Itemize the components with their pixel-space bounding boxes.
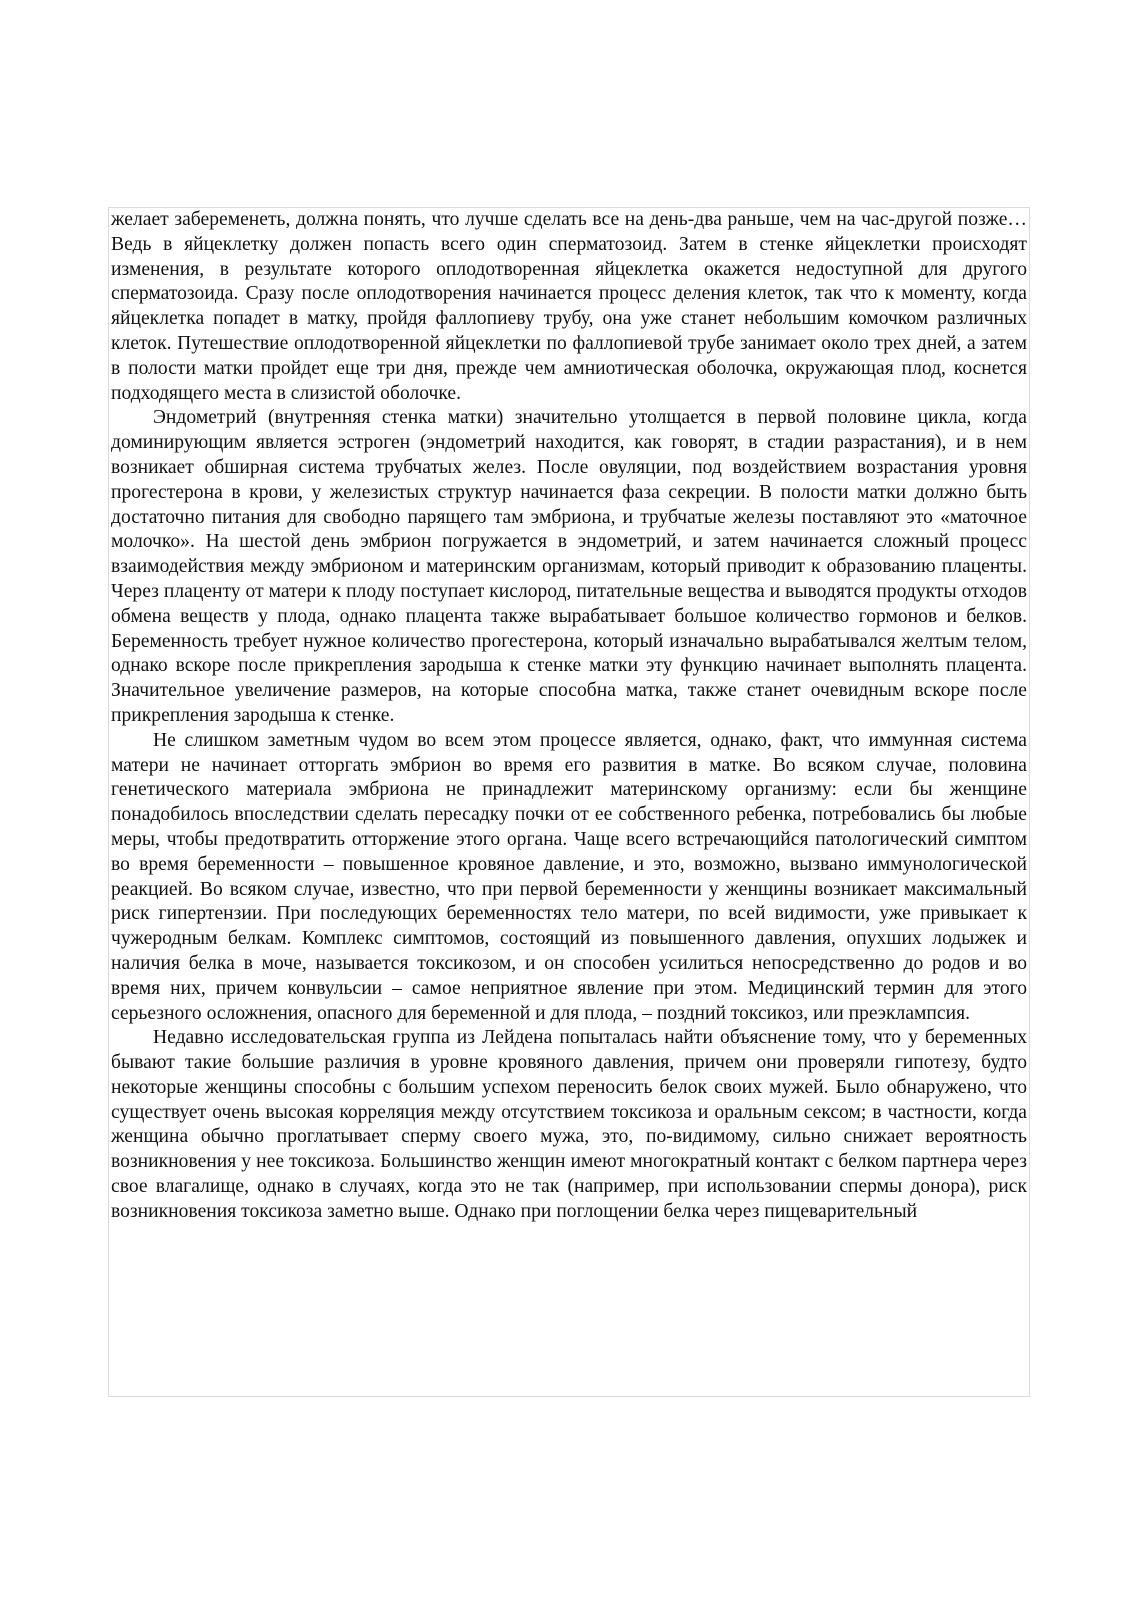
text-block [108, 207, 1030, 1397]
paragraph: Не слишком заметным чудом во всем этом процессе является, однако, факт, что иммунная система матери не начинает отторгать эмбрион во время его развития в матке. Во всяком случае, половина генетического материала эмбриона не принадлежит материнскому организму: если бы женщине понадобилось впоследствии сделать пересадку почки от ее собственного ребенка, потребовались бы любые меры, чтобы предотвратить отторжение этого органа. Чаще всего встречающийся патологический симптом во время беременности – повышенное кровяное давление, и это, возможно, вызвано иммунологической реакцией. Во всяком случае, известно, что при первой беременности у женщины возникает максимальный риск гипертензии. При последующих беременностях тело матери, по всей видимости, уже привыкает к чужеродным белкам. Комплекс симптомов, состоящий из повышенного давления, опухших лодыжек и наличия белка в моче, называется токсикозом, и он способен усилиться непосредственно до родов и во время них, причем конвульсии – самое неприятное явление при этом. Медицинский термин для этого серьезного осложнения, опасного для беременной и для плода, – поздний токсикоз, или преэклампсия. [111, 729, 1027, 1024]
paragraph: Недавно исследовательская группа из Лейдена попыталась найти объяснение тому, что у беременных бывают такие большие различия в уровне кровяного давления, причем они проверяли гипотезу, будто некоторые женщины способны с большим успехом переносить белок своих мужей. Было обнаружено, что существует очень высокая корреляция между отсутствием токсикоза и оральным сексом; в частности, когда женщина обычно проглатывает сперму своего мужа, это, по-видимому, сильно снижает вероятность возникновения у нее токсикоза. Большинство женщин имеют многократный контакт с белком партнера через свое влагалище, однако в случаях, когда это не так (например, при использовании спермы донора), риск возникновения токсикоза заметно выше. Однако при поглощении белка через пищеварительный [111, 1027, 1027, 1222]
paragraph: Эндометрий (внутренняя стенка матки) значительно утолщается в первой половине цикла, когда доминирующим является эстроген (эндометрий находится, как говорят, в стадии разрастания), и в нем возникает обширная система трубчатых желез. После овуляции, под воздействием возрастания уровня прогестерона в крови, у железистых структур начинается фаза секреции. В полости матки должно быть достаточно питания для свободно парящего там эмбриона, и трубчатые железы поставляют это «маточное молочко». На шестой день эмбрион погружается в эндометрий, и затем начинается сложный процесс взаимодействия между эмбрионом и материнским организмам, который приводит к образованию плаценты. Через плаценту от матери к плоду поступает кислород, питательные вещества и выводятся продукты отходов обмена веществ у плода, однако плацента также вырабатывает большое количество гормонов и белков. Беременность требует нужное количество прогестерона, который изначально вырабатывался желтым телом, однако вскоре после прикрепления зародыша к стенке матки эту функцию начинает выполнять плацента. Значительное увеличение размеров, на которые способна матка, также станет очевидным вскоре после прикрепления зародыша к стенке. [111, 407, 1027, 726]
paragraph: желает забеременеть, должна понять, что лучше сделать все на день-два раньше, чем на час-другой позже… Ведь в яйцеклетку должен попасть всего один сперматозоид. Затем в стенке яйцеклетки происходят изменения, в результате которого оплодотворенная яйцеклетка окажется недоступной для другого сперматозоида. Сразу после оплодотворения начинается процесс деления клеток, так что к моменту, когда яйцеклетка попадет в матку, пройдя фаллопиеву трубу, она уже станет небольшим комочком различных клеток. Путешествие оплодотворенной яйцеклетки по фаллопиевой трубе занимает около трех дней, а затем в полости матки пройдет еще три дня, прежде чем амниотическая оболочка, окружающая плод, коснется подходящего места в слизистой оболочке. [111, 209, 1027, 404]
